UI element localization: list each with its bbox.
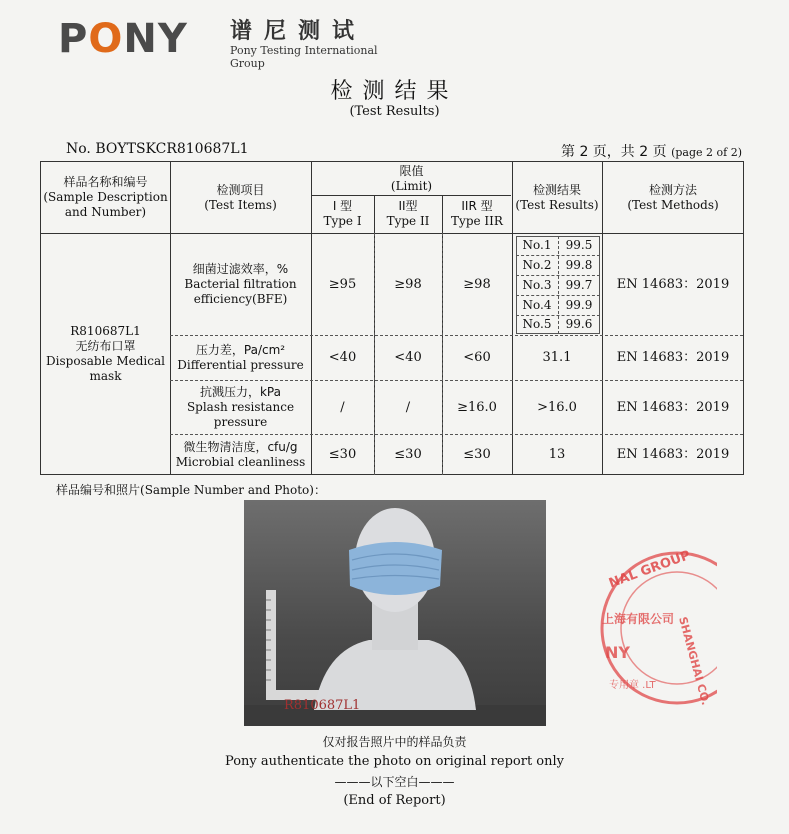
page-title-english: (Test Results) (349, 104, 440, 119)
splash-method: EN 14683：2019 (616, 399, 730, 415)
table-row-splash-item: 抗溅压力，kPa Splash resistance pressure (186, 384, 295, 429)
page-indicator-en: (page 2 of 2) (671, 146, 742, 159)
sample-photo-label: 样品编号和照片(Sample Number and Photo)： (56, 483, 326, 497)
microbial-type1: ≤30 (328, 447, 357, 462)
report-number: No. BOYTSKCR810687L1 (66, 141, 249, 157)
microbial-result: 13 (548, 447, 566, 462)
header-type1: I 型 Type I (323, 199, 362, 228)
bfe-type2: ≥98 (394, 276, 422, 292)
splash-result: >16.0 (537, 399, 577, 415)
end-of-report-cn: ———以下空白——— (334, 775, 455, 789)
results-table (40, 161, 744, 475)
bfe-type1: ≥95 (328, 276, 357, 292)
logo-chinese-name: 谱尼测试 (230, 19, 367, 44)
table-row-pressure-item: 压力差，Pa/cm² Differential pressure (177, 342, 304, 372)
bfe-no-4: No.4 (522, 297, 552, 312)
page-title-chinese: 检测结果 (330, 79, 459, 104)
bfe-value-3: 99.7 (565, 277, 593, 292)
microbial-type2: ≤30 (394, 447, 422, 462)
bfe-method: EN 14683：2019 (616, 276, 730, 292)
splash-type2: / (405, 399, 411, 415)
svg-text:专用章 .LT: 专用章 .LT (609, 680, 656, 691)
bfe-value-1: 99.5 (565, 238, 593, 252)
svg-text:上海有限公司: 上海有限公司 (602, 612, 675, 626)
pressure-type1: <40 (328, 350, 357, 365)
company-seal-stamp (597, 548, 717, 708)
header-limit: 限值 (Limit) (390, 163, 433, 193)
company-logo (58, 14, 398, 70)
microbial-type3: ≤30 (463, 447, 491, 462)
svg-text:SHANGHAI CO.: SHANGHAI CO. (676, 615, 713, 707)
header-test-methods: 检测方法 (Test Methods) (627, 182, 719, 212)
photo-sample-code: R810687L1 (284, 698, 361, 713)
bfe-no-5: No.5 (522, 317, 552, 331)
logo-english-name: Pony Testing International Group (230, 44, 378, 70)
sample-name-en: Disposable Medical mask (46, 354, 165, 383)
svg-text:NY: NY (605, 643, 630, 662)
bfe-value-2: 99.8 (565, 257, 593, 272)
bfe-value-5: 99.6 (565, 317, 593, 331)
pressure-type2: <40 (394, 350, 422, 365)
microbial-method: EN 14683：2019 (616, 447, 730, 462)
svg-text:NAL GROUP: NAL GROUP (606, 548, 693, 592)
pressure-type3: <60 (463, 350, 491, 365)
header-sample: 样品名称和编号 (Sample Description and Number) (43, 175, 168, 219)
bfe-value-4: 99.9 (565, 297, 593, 312)
splash-type1: / (340, 399, 345, 415)
bfe-no-1: No.1 (522, 238, 552, 252)
sample-photo (244, 500, 546, 726)
splash-type3: ≥16.0 (457, 399, 497, 415)
logo-wordmark: PONY (58, 16, 188, 62)
bfe-no-2: No.2 (522, 257, 552, 272)
sample-name-cn: 无纺布口罩 (75, 339, 136, 353)
footer-note-cn: 仅对报告照片中的样品负责 (322, 735, 467, 749)
table-row-microbial-item: 微生物清洁度，cfu/g Microbial cleanliness (175, 439, 306, 469)
sample-description-cell (41, 233, 170, 475)
pressure-result: 31.1 (542, 350, 572, 365)
header-type2: II型 Type II (386, 199, 430, 228)
bfe-no-3: No.3 (522, 277, 552, 292)
end-of-report-en: (End of Report) (343, 793, 446, 808)
header-type3: IIR 型 Type IIR (451, 199, 503, 228)
page-indicator-cn: 第 2 页，共 2 页 (561, 144, 667, 160)
header-test-results: 检测结果 (Test Results) (515, 182, 599, 212)
page-indicator (561, 141, 742, 161)
bfe-type3: ≥98 (463, 276, 491, 292)
header-test-items: 检测项目 (Test Items) (204, 182, 277, 212)
pressure-method: EN 14683：2019 (616, 350, 730, 365)
footer-note-en: Pony authenticate the photo on original report only (224, 754, 565, 769)
mannequin-illustration (244, 500, 546, 726)
table-row-bfe-item: 细菌过滤效率，% Bacterial filtration efficiency(BFE) (184, 261, 297, 306)
sample-code: R810687L1 (70, 324, 141, 338)
